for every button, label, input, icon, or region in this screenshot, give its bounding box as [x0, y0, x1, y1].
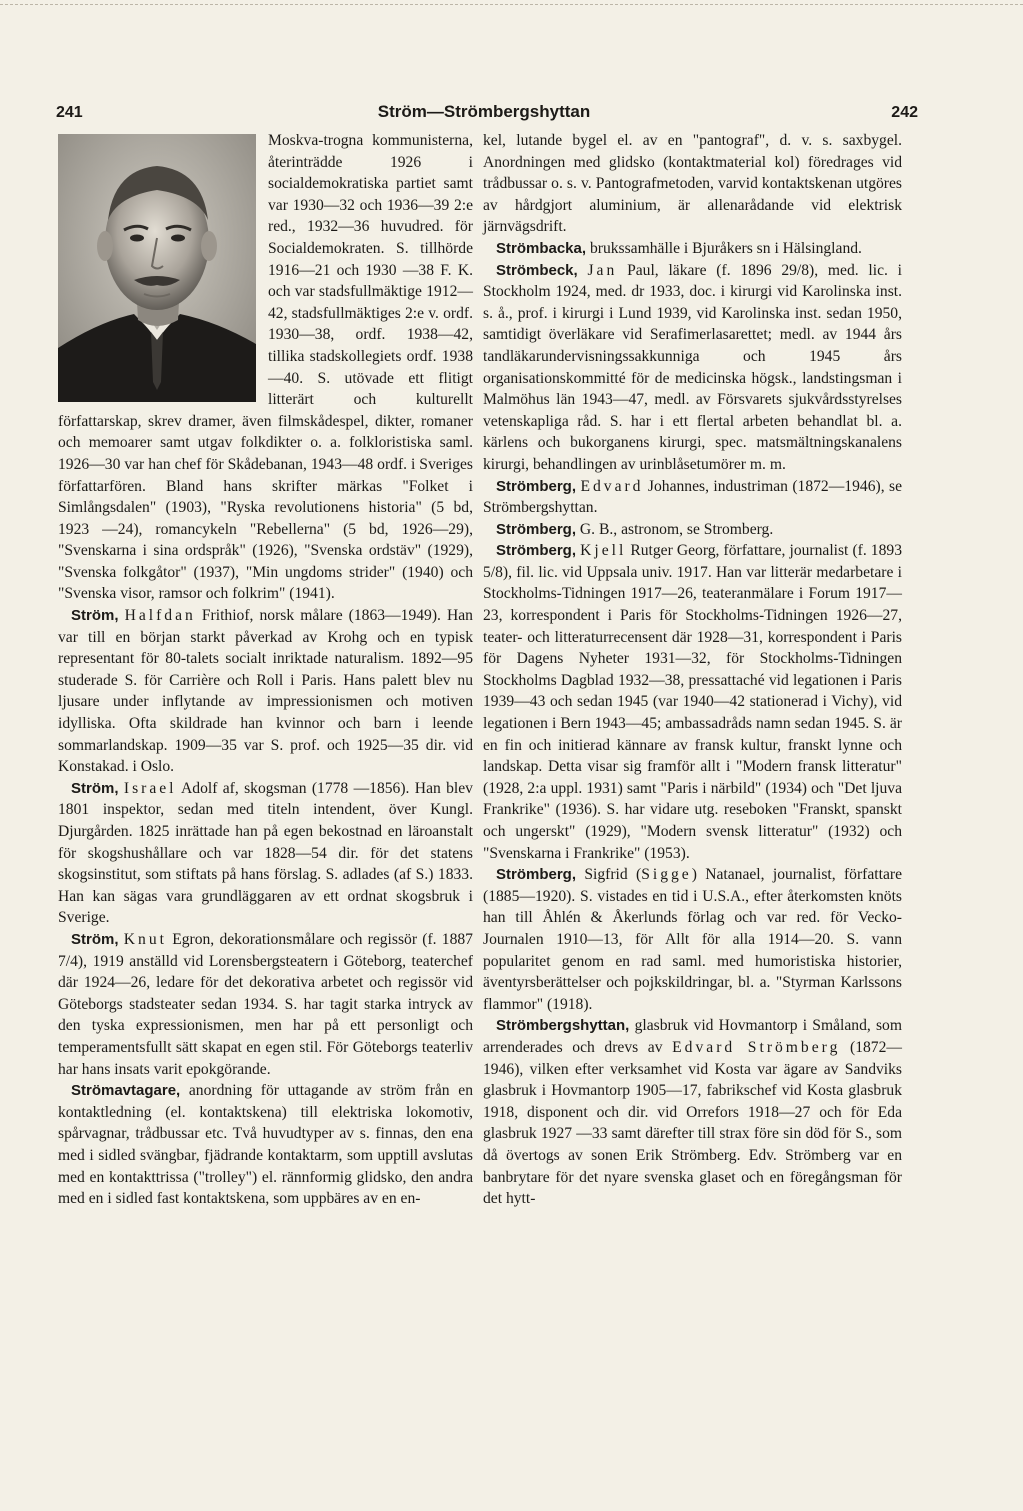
entry-text: Rutger Georg, författare, journalist (f. 1893 5/8), fil. lic. vid Uppsala univ. 1917. Han var litterär medarbetare i Stockholms-Tidningen 1917—26, teateranmälare i Forum 1917—23, korrespondent i Paris för Stockholms-Tidningen 1926—27, teater- och litteraturrecensent där 1928—31, korrespondent i Paris för Dagens Nyheter 1931—32, för Stockholms-Tidningen Stockholms Dagblad 1932—38, pressattaché vid legationen i Paris 1939—43 och sedan 1945 (var 1940—42 stationerad i Vichy), vid legationen i Bern 1943—45; ambassadråds namn sedan 1945. S. är en fin och initierad kännare av fransk kultur, franskt lynne och landskap. Detta visar sig framför allt i "Modern fransk litteratur" (1928, 2:a uppl. 1931) samt "Paris i närbild" (1934) och "Det ljuva Frankrike" (1936). S. har vidare utg. reseboken "Franskt, spanskt och ungerskt" (1929), "Modern svensk litteratur" (1932) och "Svenskarna i Frankrike" (1953).	[483, 542, 902, 862]
page-header	[50, 98, 918, 128]
entry-given-name: Edvard Strömberg	[672, 1038, 841, 1056]
page-top-edge	[0, 4, 1023, 5]
entry-headword: Strömavtagare,	[71, 1082, 181, 1100]
entry-headword: Strömbacka,	[496, 239, 587, 257]
entry-strom-halfdan	[58, 605, 473, 778]
entry-headword: Strömbeck,	[496, 261, 578, 279]
entry-given-name: Jan	[587, 261, 618, 279]
entry-text: ) Natanael, journalist, författare (1885—1920). S. vistades en tid i U.S.A., efter återkomsten knöts han till Åhlén & Åkerlunds förlag och var red. för Vecko-Journalen 1910—13, för Allt för alla 1914—20. S. vann popularitet genom en rad saml. med humoristiska historier, äventyrsberättelser och pojkskildringar, bl. a. "Styrman Karlssons flammor" (1918).	[483, 866, 902, 1013]
entry-headword: Strömberg,	[496, 520, 577, 538]
entry-headword: Ström,	[71, 779, 119, 797]
entry-given-name: Edvard	[580, 477, 644, 495]
running-title: Ström—Strömbergshyttan	[377, 102, 591, 121]
entry-given-name: Sigge	[641, 866, 692, 884]
entry-headword: Ström,	[71, 607, 119, 625]
right-column	[483, 130, 902, 1210]
entry-text: brukssamhälle i Bjuråkers sn i Hälsingland.	[589, 239, 862, 257]
entry-text: Egron, dekorationsmålare och regissör (f. 1887 7/4), 1919 anställd vid Lorensbergsteatern i Göteborg, teaterchef där 1924—26, ledare för det dekorativa arbetet och regissör vid Göteborgs stadsteater sedan 1934. S. har tagit starka intryck av den tyska expressionismen, men har på ett personligt och temperamentsfullt sätt skapat en egen stil. För Göteborgs teaterliv har hans insats varit epokgörande.	[58, 930, 473, 1078]
entry-text: Johannes, industriman (1872—1946), se Strömbergshyttan.	[483, 477, 903, 517]
intro-paragraph: Moskva-trogna kommunisterna, återinträdde 1926 i socialdemokratiska partiet samt var 1930—32 och 1936—39 2:e red., 1932—36 huvudred. för Socialdemokraten. S. tillhörde 1916—21 och 1930 —38 F. K. och var stadsfullmäktige 1912—42, stadsfullmäktiges 2:e v. ordf. 1930—38, ordf. 1938—42, tillika stadskollegiets ordf. 1938—40. S. utövade ett flitigt litterärt och kulturellt författarskap, skrev dramer, även filmskådespel, dikter, romaner och memoarer samt utgav folkdikter o. a. folkloristiska saml. 1926—30 var han chef för Skådebanan, 1943—48 ordf. i Sveriges författarfören. Bland hans skrifter märkas "Folket i Simlångsdalen" (1903), "Ryska revolutionens historia" (5 bd, 1923 —24), romancykeln "Rebellerna" (5 bd, 1926—29), "Svenskarna i sina ordspråk" (1926), "Svenska ordstäv" (1929), "Svenska folkgåtor" (1937), "Min ungdoms strider" (1940) och "Svenska visor, ramsor och folkrim" (1941).	[58, 132, 473, 603]
entry-stromavtagare-continued: kel, lutande bygel el. av en "pantograf", d. v. s. saxbygel. Anordningen med glidsko (kontaktmaterial kol) föredrages vid trådbussar o. s. v. Pantografmetoden, varvid kontaktskenan utgöres av hårdgjort aluminium, är allenarådande vid elektrisk järnvägsdrift.	[483, 132, 902, 236]
entry-text: anordning för uttagande av ström från en kontaktledning (el. kontaktskena) till elektriska lokomotiv, spårvagnar, trådbussar etc. Två huvudtyper av s. finnas, den ena med i sidled svängbar, fjädrande kontaktarm, som upptill avslutas med en kontakttrissa ("trolley") el. rännformig glidsko, den andra med en i sidled fast kontaktskena, som uppbäres av en en-	[58, 1082, 473, 1208]
entry-headword: Strömberg,	[496, 542, 577, 560]
page-number-left: 241	[56, 104, 83, 121]
entry-headword: Strömberg,	[496, 477, 577, 495]
entry-strom-knut	[58, 929, 473, 1080]
entry-strombacka	[483, 238, 902, 260]
entry-stromberg-edvard	[483, 476, 902, 519]
entry-text: G. B., astronom, se Stromberg.	[579, 520, 774, 538]
page-number-right: 242	[891, 104, 918, 121]
entry-stromberg-kjell	[483, 540, 902, 864]
entry-given-name: Kjell	[580, 542, 627, 560]
entry-given-name: Israel	[123, 779, 177, 797]
entry-text: Paul, läkare (f. 1896 29/8), med. lic. i Stockholm 1924, med. dr 1933, doc. i kirurgi vid Karolinska inst. s. å., prof. i kirurgi i Lund 1939, vid Karolinska inst. sedan 1950, samtidigt överläkare vid Serafimerlasarettet; medl. av 1944 års tandläkarundervisningssakkunniga och 1945 års organisationskommitté för de medicinska högsk., landstingsman i Malmöhus län 1943—47, medl. av Försvarets sjukvårdsstyrelses vetenskapliga råd. S. har i ett flertal arbeten behandlat bl. a. kärlens och bukorganens kirurgi, spec. matsmältningskanalens kirurgi, behandlingen av urinblåsetumörer m. m.	[483, 261, 902, 473]
entry-headword: Strömberg,	[496, 866, 577, 884]
entry-text: (1872—1946), vilken efter verksamhet vid Kosta var ägare av Sandviks glasbruk i Hovmantorp 1905—17, fabrikschef vid Kosta glasbruk 1918, disponent och dir. vid Orrefors 1918—27 och för Eda glasbruk 1927 —33 samt därefter till strax före sin död för S., som då övertogs av sonen Erik Strömberg. Edv. Strömberg var en banbrytare för det nyare svenska glaset och en föregångsman för det hytt-	[483, 1038, 902, 1208]
entry-given-name: Halfdan	[124, 607, 196, 625]
entry-text: glasbruk vid Hovmantorp i Småland, som arrenderades och drevs av	[483, 1017, 902, 1056]
entry-stromberg-sigfrid	[483, 864, 902, 1015]
entry-text: Sigfrid (	[584, 866, 642, 884]
portrait-photo	[58, 134, 256, 402]
entry-text: Adolf af, skogsman (1778 —1856). Han blev 1801 inspektor, sedan med titeln intendent, över Kungl. Djurgården. 1825 inrättade han på egen bekostnad en läroanstalt för skogshushållare och var 1828—54 dir. för det statens skogsinstitut, som stiftats på hans förslag. S. adlades (af S.) 1833. Han kan sägas vara grundläggaren av ett ordnat skogsbruk i Sverige.	[58, 779, 473, 927]
entry-stromberg-gb	[483, 519, 902, 541]
entry-stromavtagare	[58, 1080, 473, 1210]
entry-text: Frithiof, norsk målare (1863—1949). Han var till en början starkt påverkad av Krohg och en typisk representant för 80-talets socialt inriktade naturalism. 1892—95 studerade S. för Carrière och Roll i Paris. Hans palett blev nu ljusare under inflytande av impressionismen och motiven idylliska. Ofta skildrade han kvinnor och barn i leende sommarlandskap. 1909—35 var S. prof. och 1925—35 dir. vid Konstakad. i Oslo.	[58, 607, 473, 776]
entry-strom-israel	[58, 778, 473, 929]
entry-strombeck	[483, 260, 902, 476]
entry-headword: Strömbergshyttan,	[496, 1017, 630, 1035]
entry-strombergshyttan	[483, 1015, 902, 1209]
entry-given-name: Knut	[123, 930, 167, 948]
left-column	[58, 130, 473, 1210]
entry-headword: Ström,	[71, 930, 119, 948]
